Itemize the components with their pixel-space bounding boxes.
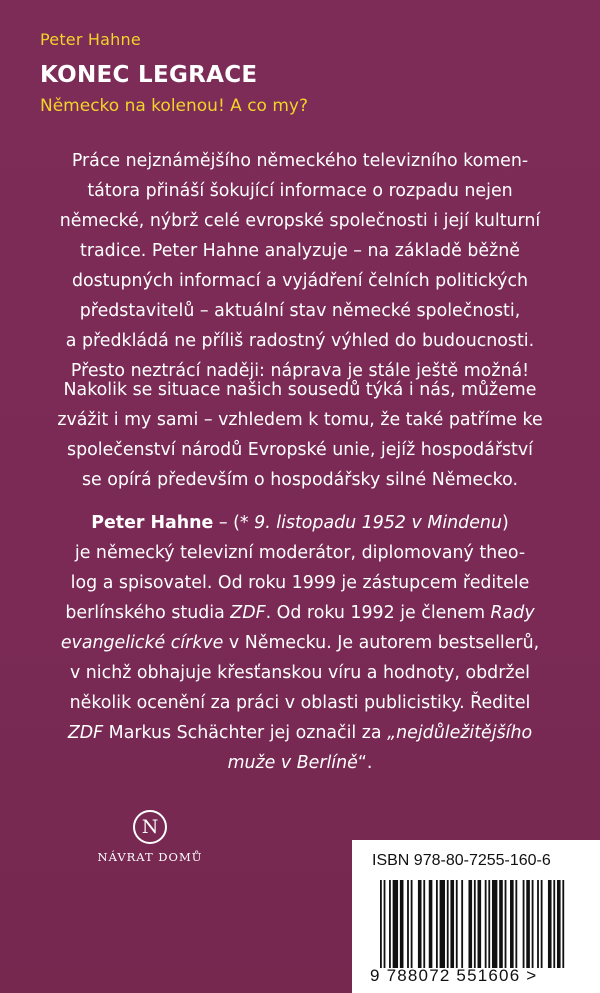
text-line: společenství národů Evropské unie, jejíž hospodářství	[67, 440, 533, 460]
text-line: tátora přináší šokující informace o rozpadu nejen	[87, 181, 513, 201]
text-line: zvážit i my sami – vzhledem k tomu, že také patříme ke	[57, 410, 543, 430]
text-line	[30, 598, 570, 628]
text-span-italic: Rady	[490, 603, 535, 623]
text-line: je německý televizní moderátor, diplomovaný theo-	[74, 543, 526, 563]
text-span: – (	[213, 513, 240, 533]
barcode-bar	[440, 880, 445, 968]
author-bio	[30, 508, 570, 778]
text-line	[30, 748, 570, 778]
barcode-bar	[393, 880, 398, 968]
text-span-italic: muže v Berlíně	[227, 753, 358, 773]
text-span-italic: ZDF	[230, 603, 266, 623]
blurb-paragraph-1	[30, 146, 570, 386]
barcode-bar	[492, 880, 497, 968]
barcode-bar	[447, 880, 449, 968]
text-span-italic: evangelické církve	[60, 633, 224, 653]
publisher-logo	[90, 810, 210, 864]
text-span-italic: „nejdůležitějšího	[387, 723, 533, 743]
barcode-bar	[537, 880, 539, 968]
barcode-digits: 9 788072 551606 >	[370, 966, 538, 985]
text-span-italic: ZDF	[67, 723, 104, 743]
bio-author-name: Peter Hahne	[91, 513, 214, 533]
barcode-bar	[541, 880, 543, 968]
barcode-bar	[562, 880, 564, 968]
barcode-bar	[456, 880, 458, 968]
barcode-bar	[411, 880, 413, 968]
barcode-bar	[499, 880, 503, 968]
text-line: log a spisovatel. Od roku 1999 je zástupcem ředitele	[70, 573, 530, 593]
barcode-bar	[526, 880, 530, 968]
barcode-bar	[548, 880, 552, 968]
barcode-bar	[380, 880, 382, 968]
barcode-bar	[384, 880, 386, 968]
text-span: “.	[357, 753, 373, 773]
barcode-bar	[418, 880, 422, 968]
book-title: KONEC LEGRACE	[40, 62, 258, 88]
isbn-number: ISBN 978-80-7255-160-6	[372, 852, 551, 869]
barcode-bar	[488, 880, 490, 968]
barcode-bar	[515, 880, 517, 968]
text-span: berlínského studia	[65, 603, 231, 623]
barcode-bar	[505, 880, 507, 968]
text-line: Práce nejznámějšího německého televizního komen-	[71, 151, 529, 171]
barcode-bar	[474, 880, 476, 968]
text-line: v nichž obhajuje křesťanskou víru a hodnoty, obdržel	[69, 663, 531, 683]
barcode-bar	[553, 880, 555, 968]
barcode-bar	[389, 880, 391, 968]
text-line: představitelů – aktuální stav německé společnosti,	[79, 301, 521, 321]
text-line	[30, 628, 570, 658]
barcode-bar	[429, 880, 433, 968]
text-span: . Od roku 1992 je členem	[265, 603, 491, 623]
text-line: tradice. Peter Hahne analyzuje – na základě běžně	[80, 241, 520, 261]
barcode-bar	[485, 880, 487, 968]
barcode-bar	[478, 880, 482, 968]
text-span: )	[501, 513, 509, 533]
barcode-icon	[380, 880, 566, 968]
barcode-bar	[510, 880, 514, 968]
text-span: Markus Schächter jej označil za	[103, 723, 388, 743]
barcode-bar	[523, 880, 525, 968]
barcode-bar	[468, 880, 472, 968]
barcode-bar	[407, 880, 409, 968]
barcode-label	[352, 840, 600, 993]
book-subtitle: Německo na kolenou! A co my?	[40, 96, 308, 116]
text-line: se opírá především o hospodářsky silné Německo.	[82, 470, 518, 490]
text-line: dostupných informací a vyjádření čelních politických	[71, 271, 529, 291]
text-span: v Německu. Je autorem bestsellerů,	[223, 633, 540, 653]
author-name: Peter Hahne	[40, 30, 141, 49]
barcode-bar	[400, 880, 404, 968]
publisher-n-icon: N	[133, 810, 167, 844]
barcode-bar	[450, 880, 454, 968]
birth-info: * 9. listopadu 1952 v Mindenu	[239, 513, 502, 533]
barcode-bar	[436, 880, 438, 968]
text-line: několik ocenění za práci v oblasti publicistiky. Ředitel	[69, 693, 531, 713]
blurb-paragraph-2	[30, 375, 570, 495]
text-line	[30, 718, 570, 748]
barcode-bar	[557, 880, 561, 968]
publisher-name: NÁVRAT DOMŮ	[97, 850, 203, 864]
text-line: a předkládá ne příliš radostný výhled do budoucnosti.	[65, 331, 535, 351]
text-line: Přesto neztrácí naději: náprava je stále ještě možná!	[70, 361, 530, 381]
barcode-bar	[461, 880, 463, 968]
text-line	[30, 508, 570, 538]
text-line: Nakolik se situace našich sousedů týká i nás, můžeme	[63, 380, 537, 400]
barcode-bar	[532, 880, 534, 968]
barcode-bar	[423, 880, 425, 968]
text-line: německé, nýbrž celé evropské společnosti i její kulturní	[59, 211, 541, 231]
